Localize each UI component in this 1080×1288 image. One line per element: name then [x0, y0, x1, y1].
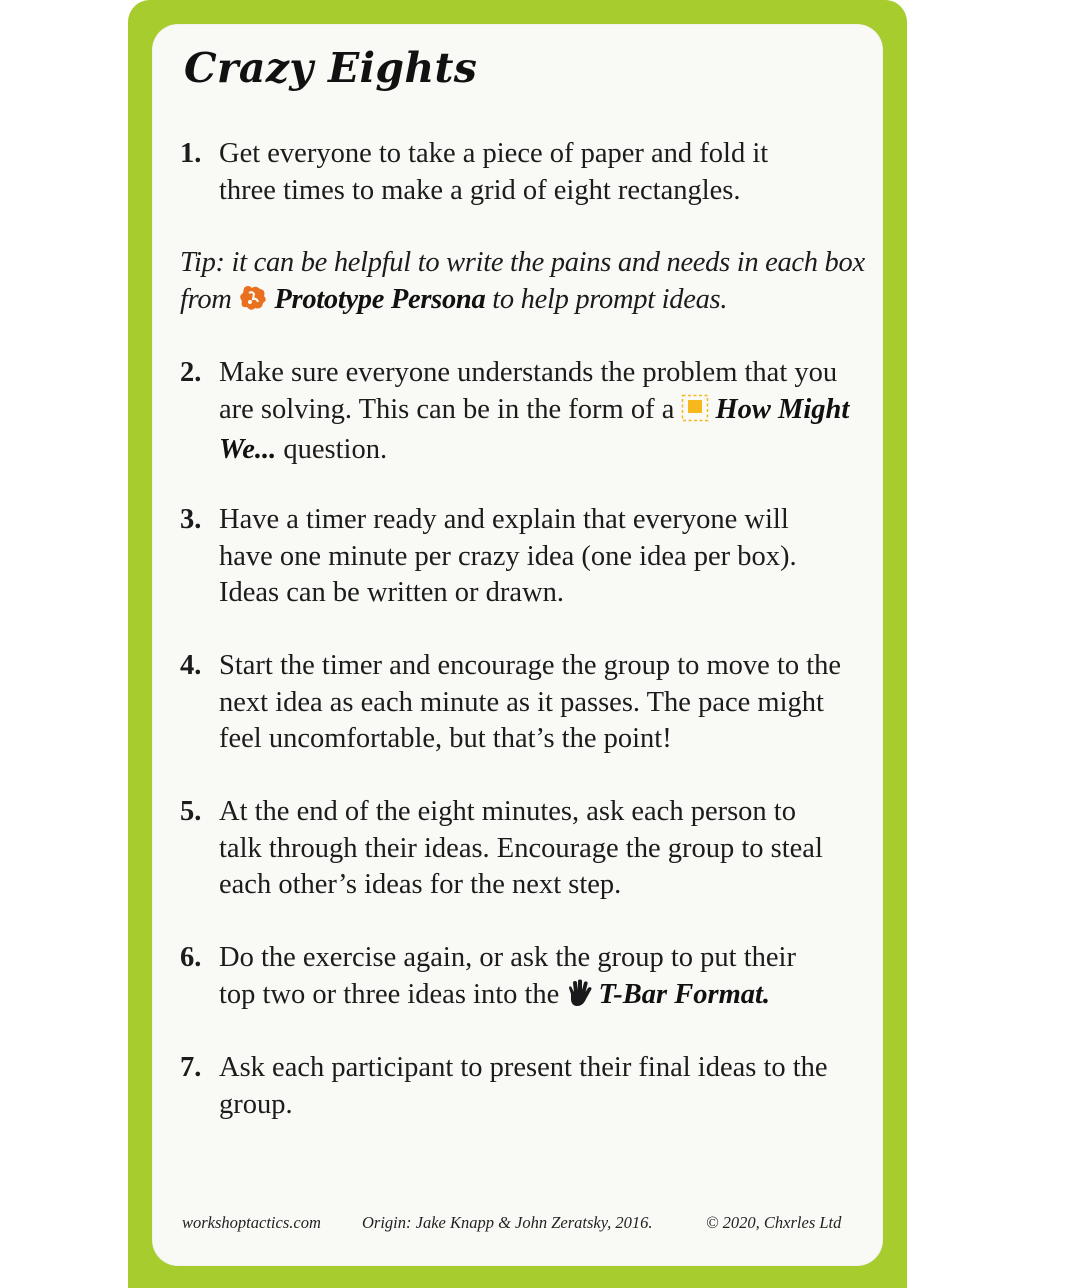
step-text: Do the exercise again, or ask the group to put their top two or three ideas into the — [219, 942, 796, 1010]
step-3 — [180, 502, 860, 612]
step-number: 3. — [180, 504, 202, 535]
step-number: 7. — [180, 1052, 202, 1083]
step-text-after: question. — [276, 434, 388, 465]
step-4 — [180, 648, 860, 758]
step-number: 6. — [180, 942, 202, 973]
sticky-note-icon — [681, 394, 709, 433]
tip-reference-prototype-persona: Prototype Persona — [274, 283, 486, 315]
step-text: Have a timer ready and explain that everyone will have one minute per crazy idea (one idea per box). Ideas can be written or drawn. — [219, 504, 797, 608]
hand-icon — [566, 979, 592, 1018]
card-title: Crazy Eights — [184, 44, 478, 92]
step-number: 5. — [180, 796, 202, 827]
footer-origin: Origin: Jake Knapp & John Zeratsky, 2016. — [362, 1213, 653, 1232]
footer-copyright: © 2020, Chxrles Ltd — [706, 1213, 842, 1232]
footer-website: workshoptactics.com — [182, 1213, 321, 1232]
step-text: At the end of the eight minutes, ask each person to talk through their ideas. Encourage the group to steal each other’s ideas for the next step. — [219, 796, 823, 900]
step-number: 2. — [180, 357, 202, 388]
step-6 — [180, 940, 860, 1017]
persona-puzzle-icon — [238, 284, 268, 323]
tip-text: Tip: it can be helpful to write the pains and needs in each box from — [180, 247, 865, 315]
tip-text-after: to help prompt ideas. — [485, 283, 728, 315]
step-number: 1. — [180, 138, 202, 169]
reference-how-might-we: How Might We... — [219, 393, 850, 465]
step-5 — [180, 794, 860, 904]
step-text: Make sure everyone understands the problem that you are solving. This can be in the form of a — [219, 357, 838, 425]
step-7 — [180, 1050, 860, 1123]
step-1 — [180, 136, 860, 209]
step-2 — [180, 355, 860, 469]
step-text: Get everyone to take a piece of paper and fold it three times to make a grid of eight rectangles. — [219, 138, 769, 206]
reference-t-bar-format: T-Bar Format. — [598, 978, 771, 1010]
step-number: 4. — [180, 650, 202, 681]
tip — [180, 245, 870, 322]
step-text: Start the timer and encourage the group to move to the next idea as each minute as it passes. The pace might feel uncomfortable, but that’s the point! — [219, 650, 842, 754]
step-text: Ask each participant to present their final ideas to the group. — [219, 1052, 828, 1120]
